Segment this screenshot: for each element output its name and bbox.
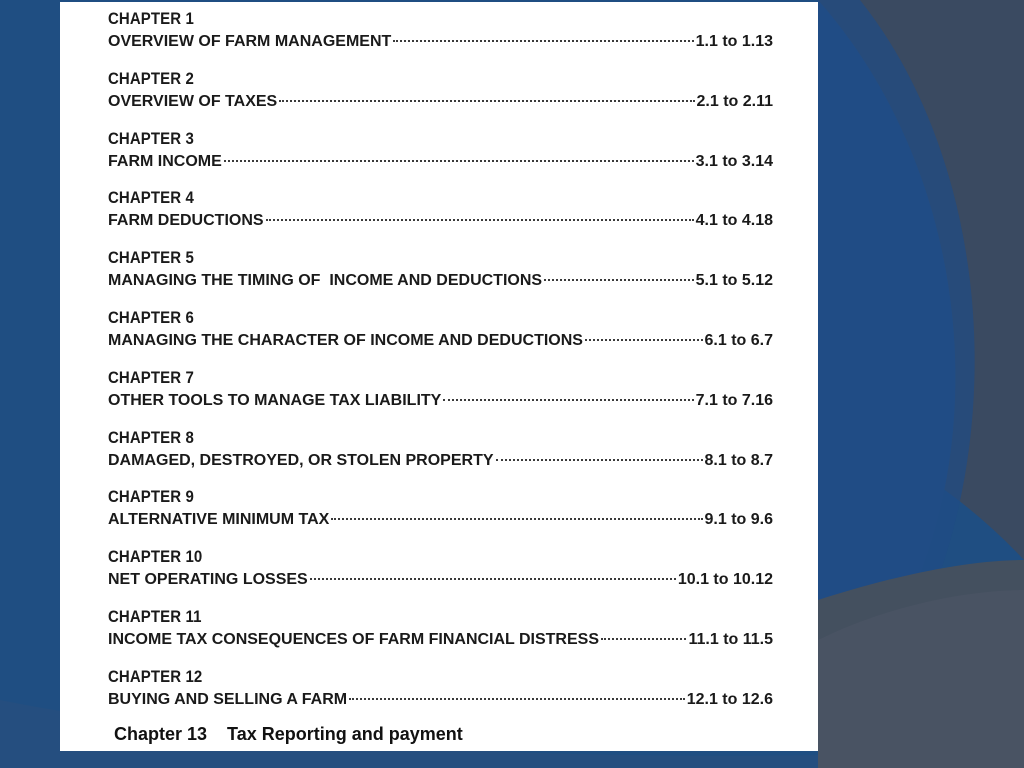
dot-leader <box>266 219 694 221</box>
chapter-line <box>108 92 773 112</box>
dot-leader <box>443 399 693 401</box>
chapter-line <box>108 271 773 291</box>
dot-leader <box>310 578 676 580</box>
chapter-line <box>108 152 773 172</box>
chapter-line <box>108 630 773 650</box>
table-of-contents <box>108 10 773 718</box>
footer-bar <box>60 718 818 751</box>
chapter-number: CHAPTER 10 <box>108 548 203 567</box>
chapter-title: BUYING AND SELLING A FARM <box>108 690 348 708</box>
chapter-number: CHAPTER 2 <box>108 69 194 89</box>
chapter-page-range: 7.1 to 7.16 <box>695 391 773 409</box>
toc-page <box>60 2 818 718</box>
chapter-title: OVERVIEW OF TAXES <box>108 92 278 110</box>
chapter-title: FARM INCOME <box>108 152 222 170</box>
chapter-title: MANAGING THE TIMING OF INCOME AND DEDUCTIONS <box>108 272 543 290</box>
chapter-number: CHAPTER 8 <box>108 428 194 447</box>
chapter-page-range: 11.1 to 11.5 <box>688 630 773 648</box>
chapter-line <box>108 690 773 710</box>
chapter-number: CHAPTER 9 <box>108 488 194 507</box>
chapter-line <box>108 451 773 471</box>
chapter-page-range: 4.1 to 4.18 <box>695 212 773 230</box>
toc-entry <box>108 548 773 608</box>
chapter-page-range: 8.1 to 8.7 <box>704 451 773 469</box>
chapter-title: FARM DEDUCTIONS <box>108 212 264 230</box>
toc-entry <box>108 668 773 718</box>
chapter-title: NET OPERATING LOSSES <box>108 571 308 589</box>
chapter-number: CHAPTER 1 <box>108 10 194 29</box>
dot-leader <box>224 160 694 162</box>
chapter-line <box>108 211 773 231</box>
dot-leader <box>585 339 703 341</box>
dot-leader <box>279 100 694 102</box>
chapter-page-range: 1.1 to 1.13 <box>695 33 773 50</box>
chapter-number: CHAPTER 6 <box>108 308 194 328</box>
dot-leader <box>496 459 703 461</box>
chapter-title: MANAGING THE CHARACTER OF INCOME AND DEDUCTIONS <box>108 331 583 349</box>
chapter-page-range: 9.1 to 9.6 <box>704 511 773 529</box>
chapter-title: OTHER TOOLS TO MANAGE TAX LIABILITY <box>108 391 442 409</box>
toc-entry <box>108 10 773 70</box>
chapter-page-range: 6.1 to 6.7 <box>704 331 773 349</box>
toc-entry <box>108 369 773 429</box>
dot-leader <box>331 518 702 520</box>
footer-text: Chapter 13 Tax Reporting and payment <box>114 724 463 744</box>
chapter-page-range: 2.1 to 2.11 <box>696 92 773 110</box>
toc-entry <box>108 309 773 369</box>
chapter-number: CHAPTER 4 <box>108 189 194 208</box>
chapter-title: OVERVIEW OF FARM MANAGEMENT <box>108 33 392 50</box>
toc-entry <box>108 249 773 309</box>
chapter-number: CHAPTER 7 <box>108 368 194 388</box>
dot-leader <box>349 698 685 700</box>
chapter-number: CHAPTER 5 <box>108 249 194 268</box>
chapter-page-range: 5.1 to 5.12 <box>695 272 773 290</box>
chapter-page-range: 12.1 to 12.6 <box>686 690 773 708</box>
toc-entry <box>108 189 773 249</box>
chapter-title: DAMAGED, DESTROYED, OR STOLEN PROPERTY <box>108 451 494 469</box>
toc-entry <box>108 130 773 190</box>
chapter-number: CHAPTER 3 <box>108 129 194 148</box>
toc-entry <box>108 608 773 668</box>
dot-leader <box>544 279 694 281</box>
toc-entry <box>108 488 773 548</box>
chapter-line <box>108 510 773 530</box>
dot-leader <box>601 638 686 640</box>
chapter-line <box>108 331 773 351</box>
chapter-line <box>108 570 773 590</box>
dot-leader <box>393 40 693 42</box>
chapter-number: CHAPTER 11 <box>108 607 202 627</box>
chapter-page-range: 3.1 to 3.14 <box>695 152 773 170</box>
chapter-title: ALTERNATIVE MINIMUM TAX <box>108 511 330 529</box>
chapter-number: CHAPTER 12 <box>108 667 203 687</box>
toc-entry <box>108 70 773 130</box>
chapter-line <box>108 32 773 52</box>
chapter-line <box>108 391 773 411</box>
chapter-title: INCOME TAX CONSEQUENCES OF FARM FINANCIAL DISTRESS <box>108 630 599 648</box>
toc-entry <box>108 429 773 489</box>
chapter-page-range: 10.1 to 10.12 <box>677 571 773 589</box>
